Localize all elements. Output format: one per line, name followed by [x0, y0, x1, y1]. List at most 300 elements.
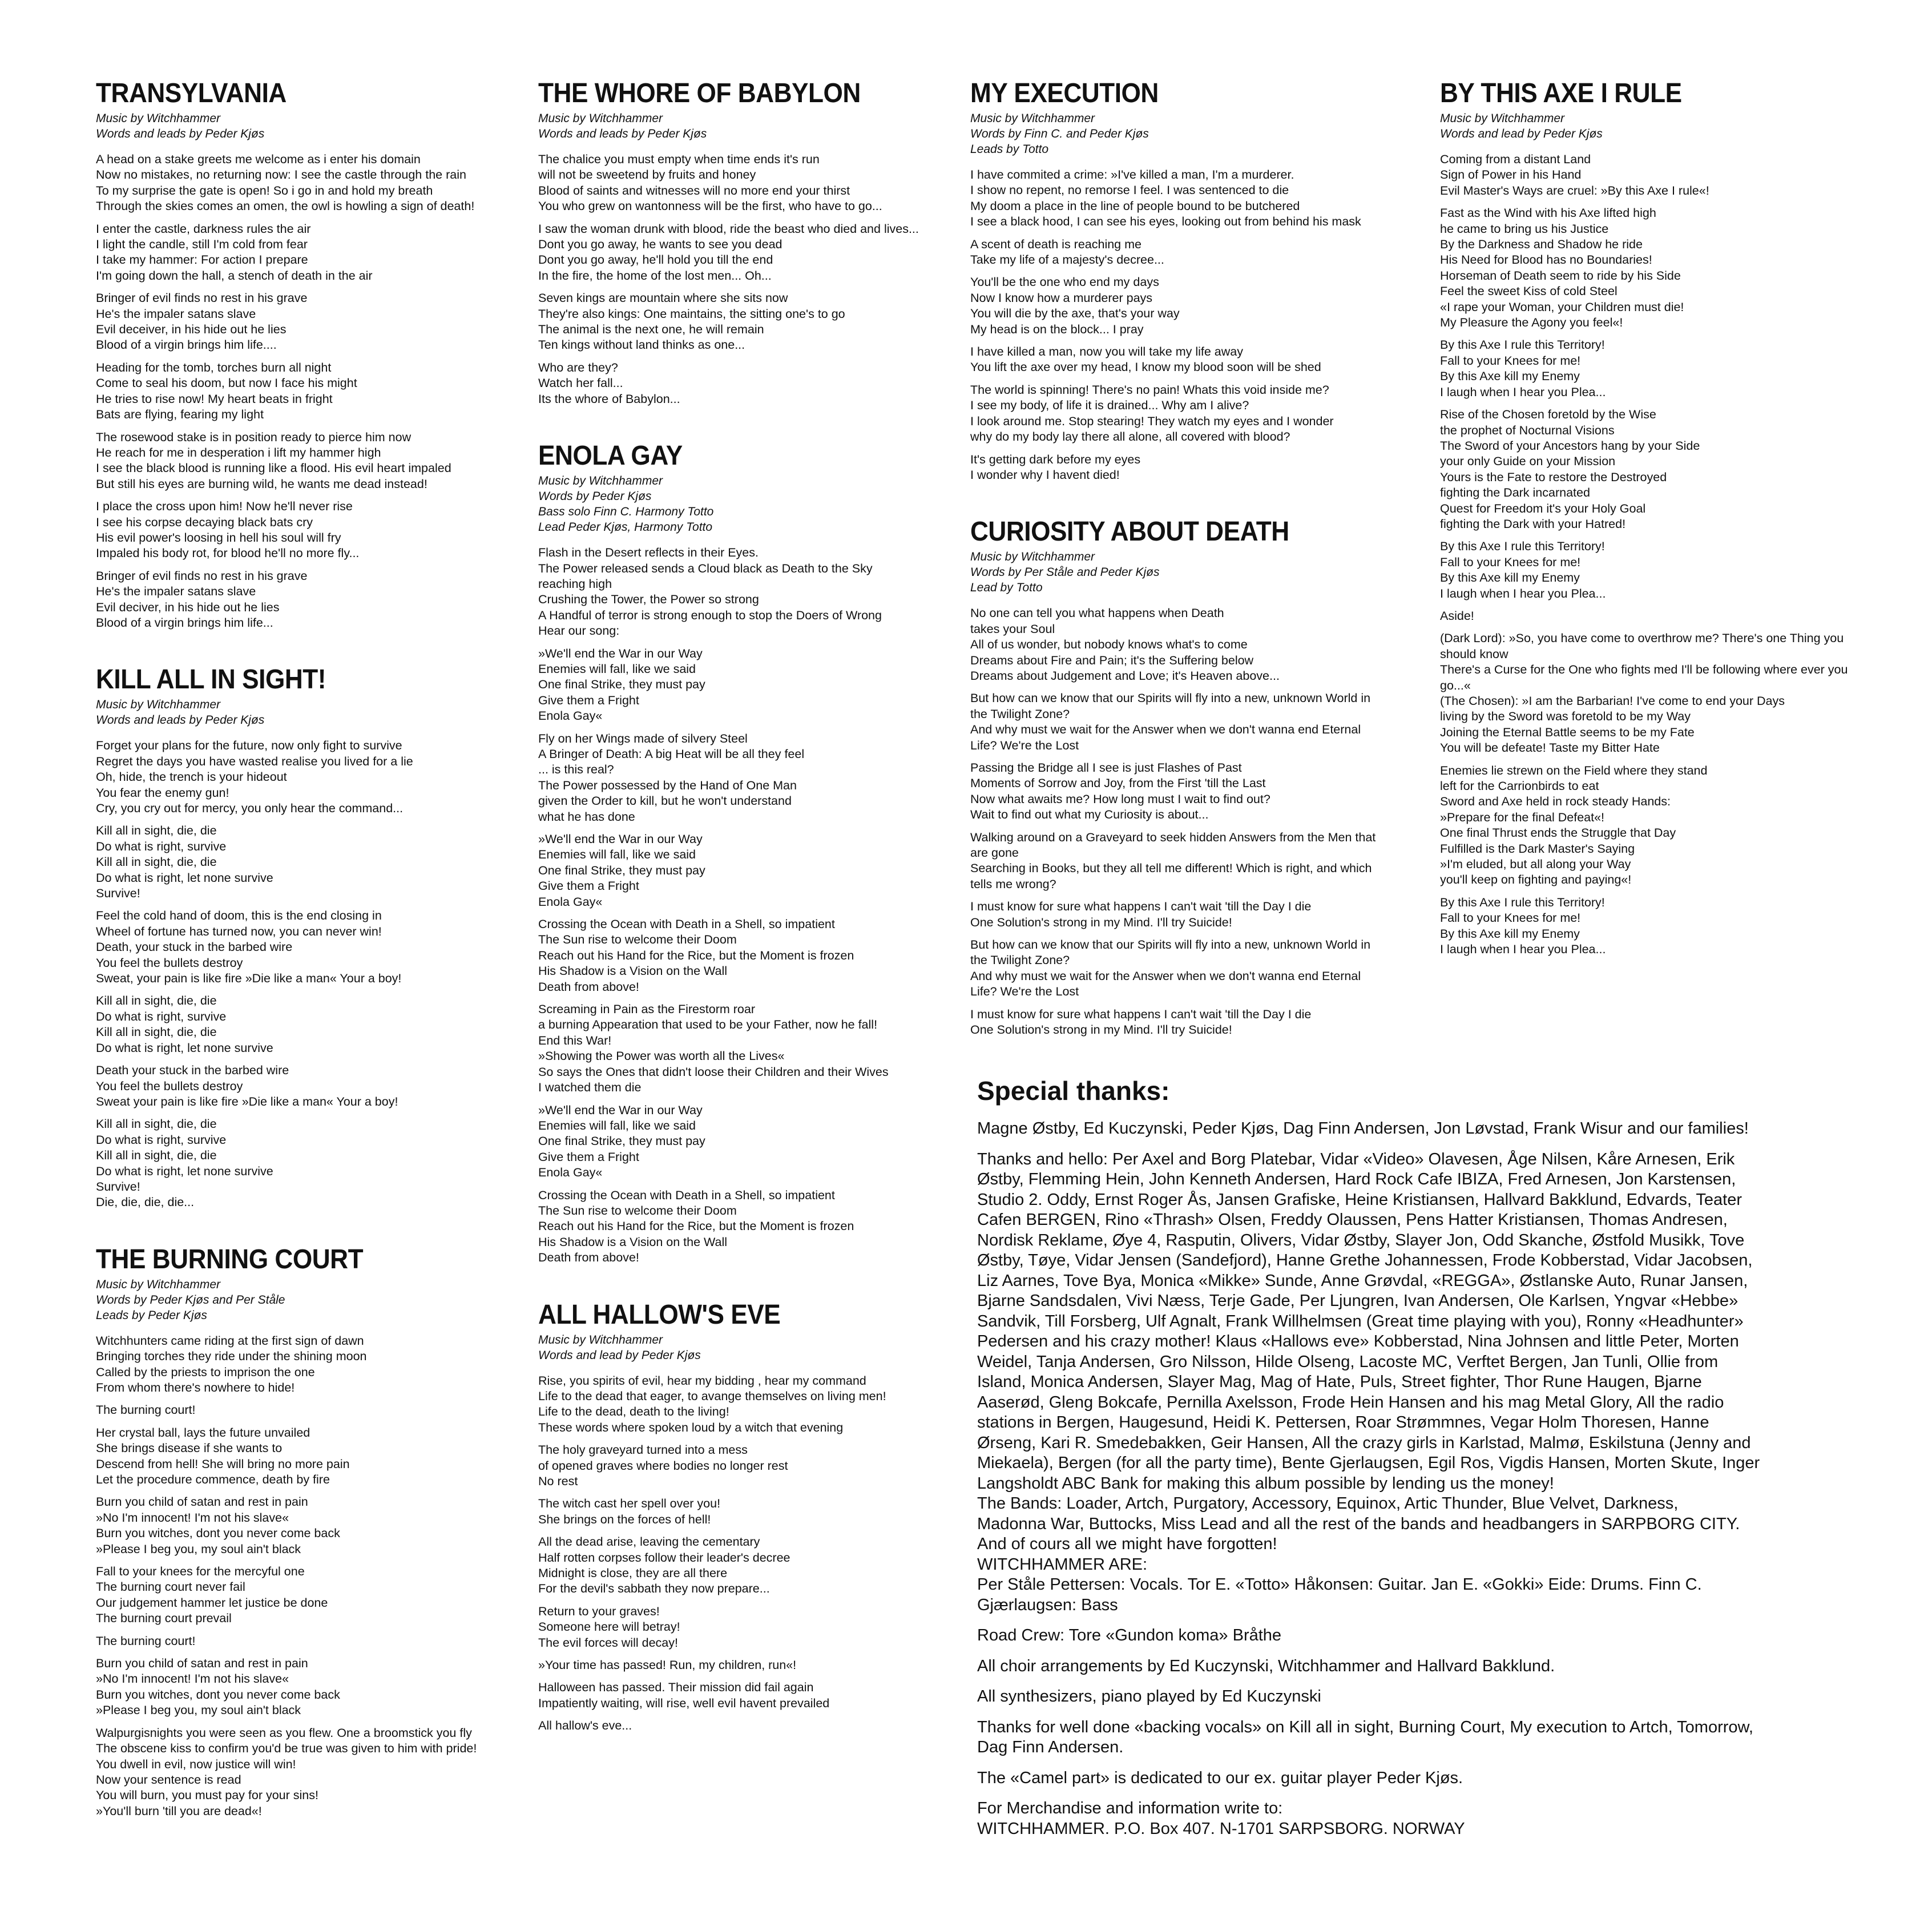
lyric-stanza: [96, 360, 518, 423]
lyric-line: Death from above!: [538, 1251, 639, 1265]
lyric-stanza: [96, 430, 518, 493]
lyric-stanza: [96, 499, 518, 562]
lyric-stanza: [96, 1656, 518, 1719]
lyric-line: Halloween has passed. Their mission did fail again: [538, 1680, 814, 1695]
lyric-line: Through the skies comes an omen, the owl is howling a sign of death!: [96, 199, 475, 213]
lyric-line: Screaming in Pain as the Firestorm roar: [538, 1002, 755, 1017]
lyric-line: Reach out his Hand for the Rice, but the Moment is frozen: [538, 948, 854, 962]
lyrics-column-4: [1440, 80, 1874, 965]
lyric-line: the Twilight Zone?: [970, 707, 1070, 721]
lyric-line: I wonder why I havent died!: [970, 467, 1120, 482]
lyric-stanza: [538, 1534, 961, 1597]
lyric-stanza: [96, 291, 518, 353]
song-title: CURIOSITY ABOUT DEATH: [970, 517, 1289, 547]
song-credits: [538, 1332, 961, 1363]
lyric-line: Fly on her Wings made of silvery Steel: [538, 731, 748, 745]
lyrics-column-3: [970, 80, 1410, 1045]
lyric-stanza: [538, 1373, 961, 1436]
lyric-line: I have killed a man, now you will take my life away: [970, 345, 1243, 359]
lyric-stanza: [970, 691, 1410, 753]
lyric-stanza: [96, 1494, 518, 1557]
lyric-line: Crossing the Ocean with Death in a Shell, so impatient: [538, 917, 835, 932]
lyric-line: Horseman of Death seem to ride by his Side: [1440, 268, 1681, 283]
lyric-line: Blood of a virgin brings him life...: [96, 615, 273, 630]
lyric-line: Die, die, die, die...: [96, 1195, 195, 1210]
lyric-line: One final Strike, they must pay: [538, 678, 705, 692]
lyric-line: I must know for sure what happens I can't wait 'till the Day I die: [970, 900, 1312, 914]
lyric-line: The rosewood stake is in position ready to pierce him now: [96, 430, 412, 444]
lyric-stanza: [970, 1007, 1410, 1038]
lyric-line: Life to the dead that eager, to avange themselves on living men!: [538, 1389, 886, 1403]
credit-line: Leads by Totto: [970, 143, 1048, 156]
lyric-stanza: [538, 1718, 961, 1734]
lyric-line: takes your Soul: [970, 622, 1055, 636]
thanks-paragraph: [977, 1150, 1868, 1616]
lyric-line: Do what is right, let none survive: [96, 1041, 273, 1055]
lyric-line: Crushing the Tower, the Power so strong: [538, 592, 759, 607]
lyric-line: »You'll burn 'till you are dead«!: [96, 1804, 262, 1818]
lyric-line: Death from above!: [538, 979, 639, 994]
lyric-line: Flash in the Desert reflects in their Eyes.: [538, 546, 759, 560]
song-credits: [538, 111, 961, 142]
credit-line: Words by Per Ståle and Peder Kjøs: [970, 566, 1160, 579]
lyric-line: Enemies will fall, like we said: [538, 848, 696, 862]
thanks-line: Langsholdt ABC Bank for making this album possible by lending us the money!: [977, 1474, 1554, 1493]
song-title: KILL ALL IN SIGHT!: [96, 664, 326, 695]
song-credits: [538, 473, 961, 535]
lyric-stanza: [538, 1002, 961, 1095]
lyric-line: Enemies will fall, like we said: [538, 662, 696, 676]
lyric-line: Cry, you cry out for mercy, you only hear the command...: [96, 801, 404, 815]
lyric-line: You feel the bullets destroy: [96, 956, 243, 970]
lyric-line: Death, your stuck in the barbed wire: [96, 940, 293, 954]
thanks-line: Ørseng, Kari R. Smedebakken, Geir Hansen, All the crazy girls in Karlstad, Malmø, Eskilstuna (Jenny and: [977, 1433, 1751, 1452]
thanks-line: Miekaela), Bergen (for all the party time), Bente Gjerlaugsen, Egil Ros, Vigdis Hansen, Morten Skute, Inger: [977, 1454, 1760, 1472]
special-thanks-title: Special thanks:: [977, 1076, 1170, 1106]
thanks-line: Pedersen and his crazy mother! Klaus «Hallows eve» Kobberstad, Nina Johnsen and little Peter, Morten: [977, 1332, 1739, 1350]
lyric-line: Dreams about Fire and Pain; it's the Suffering below: [970, 653, 1254, 667]
lyric-line: Enemies lie strewn on the Field where they stand: [1440, 763, 1708, 777]
thanks-line: Sandvik, Till Forsberg, Ulf Agnalt, Frank Willhelmsen (Great time playing with you), Ronny «Headhunter»: [977, 1312, 1744, 1331]
lyric-line: One Solution's strong in my Mind. I'll try Suicide!: [970, 1023, 1232, 1037]
lyric-line: No one can tell you what happens when Death: [970, 606, 1224, 620]
song-my-execution: [970, 80, 1410, 483]
thanks-paragraph: [977, 1626, 1868, 1646]
lyric-line: A Handful of terror is strong enough to stop the Doers of Wrong: [538, 608, 882, 622]
lyric-line: The Sun rise to welcome their Doom: [538, 1203, 737, 1218]
lyric-line: To my surprise the gate is open! So i go in and hold my breath: [96, 183, 433, 197]
lyric-line: You will be defeate! Taste my Bitter Hate: [1440, 741, 1660, 755]
lyric-line: By this Axe kill my Enemy: [1440, 571, 1580, 585]
lyric-stanza: [538, 731, 961, 825]
lyric-line: Survive!: [96, 886, 140, 901]
lyric-stanza: [1440, 895, 1874, 958]
lyric-line: Burn you child of satan and rest in pain: [96, 1656, 308, 1671]
thanks-paragraph: [977, 1687, 1868, 1707]
lyric-line: Called by the priests to imprison the one: [96, 1365, 315, 1379]
special-thanks-body: [977, 1119, 1868, 1839]
lyric-line: The burning court never fail: [96, 1580, 245, 1594]
lyric-line: Who are they?: [538, 360, 618, 374]
lyric-line: Hear our song:: [538, 624, 620, 638]
lyric-line: «I rape your Woman, your Children must die!: [1440, 300, 1684, 314]
thanks-line: The Bands: Loader, Artch, Purgatory, Accessory, Equinox, Artic Thunder, Blue Velvet, Darkness,: [977, 1494, 1679, 1513]
thanks-line: Studio 2. Oddy, Ernst Roger Ås, Jansen Grafiske, Heine Kristiansen, Hallvard Bakklund, Edvards, Teater: [977, 1190, 1743, 1209]
lyric-line: My head is on the block... I pray: [970, 322, 1144, 336]
lyric-line: Ten kings without land thinks as one...: [538, 338, 745, 352]
lyric-line: Now I know how a murderer pays: [970, 291, 1153, 305]
lyric-line: Give them a Fright: [538, 879, 639, 893]
lyric-line: I saw the woman drunk with blood, ride the beast who died and lives...: [538, 221, 919, 236]
lyric-line: Reach out his Hand for the Rice, but the Moment is frozen: [538, 1219, 854, 1233]
lyric-line: I see the black blood is running like a flood. His evil heart impaled: [96, 461, 451, 475]
lyric-line: Bats are flying, fearing my light: [96, 408, 264, 422]
lyric-line: They're also kings: One maintains, the sitting one's to go: [538, 307, 845, 321]
lyric-line: Aside!: [1440, 608, 1474, 623]
credit-line: Music by Witchhammer: [96, 1277, 221, 1291]
song-credits: [96, 697, 518, 728]
lyric-line: Blood of saints and witnesses will no more end your thirst: [538, 183, 850, 197]
credit-line: Words and leads by Peder Kjøs: [96, 713, 265, 727]
song-title: THE WHORE OF BABYLON: [538, 78, 861, 108]
lyric-line: I watched them die: [538, 1081, 642, 1095]
song-title: THE BURNING COURT: [96, 1244, 364, 1275]
lyric-line: By this Axe I rule this Territory!: [1440, 895, 1605, 909]
lyric-stanza: [970, 606, 1410, 684]
thanks-line: Cafen BERGEN, Rino «Thrash» Olsen, Freddy Olaussen, Pens Hatter Kristiansen, Thomas Andresen,: [977, 1211, 1728, 1229]
lyric-line: His Shadow is a Vision on the Wall: [538, 964, 728, 978]
song-title: BY THIS AXE I RULE: [1440, 78, 1682, 108]
lyric-line: The Power released sends a Cloud black as Death to the Sky: [538, 561, 873, 575]
lyric-line: fighting the Dark incarnated: [1440, 486, 1590, 500]
thanks-line: Gjærlaugsen: Bass: [977, 1595, 1118, 1614]
lyric-line: The witch cast her spell over you!: [538, 1497, 721, 1511]
lyric-line: The Power possessed by the Hand of One Man: [538, 778, 797, 792]
song-transylvania: [96, 80, 518, 631]
lyric-line: Forget your plans for the future, now only fight to survive: [96, 739, 402, 753]
song-credits: [970, 549, 1410, 595]
lyric-line: By this Axe I rule this Territory!: [1440, 338, 1605, 352]
lyric-line: Impatiently waiting, will rise, well evil havent prevailed: [538, 1696, 830, 1710]
lyric-line: Joining the Eternal Battle seems to be my Fate: [1440, 725, 1695, 739]
lyric-line: You feel the bullets destroy: [96, 1079, 243, 1093]
lyric-line: Walpurgisnights you were seen as you flew. One a broomstick you fly: [96, 1726, 472, 1740]
lyric-stanza: [1440, 763, 1874, 888]
lyric-line: There's a Curse for the One who fights med I'll be following where ever you: [1440, 663, 1848, 677]
lyric-line: tells me wrong?: [970, 877, 1056, 891]
lyric-line: You will burn, you must pay for your sins!: [96, 1788, 318, 1803]
credit-line: Music by Witchhammer: [970, 112, 1095, 125]
thanks-line: The «Camel part» is dedicated to our ex. guitar player Peder Kjøs.: [977, 1768, 1463, 1787]
credit-line: Music by Witchhammer: [538, 112, 663, 125]
lyric-stanza: [1440, 631, 1874, 756]
lyric-line: All of us wonder, but nobody knows what's to come: [970, 638, 1248, 652]
lyric-line: Do what is right, let none survive: [96, 1164, 273, 1178]
lyric-line: He's the impaler satans slave: [96, 584, 256, 599]
lyric-line: Come to seal his doom, but now I face his might: [96, 376, 357, 390]
lyric-line: »Prepare for the final Defeat«!: [1440, 810, 1605, 824]
lyric-line: I laugh when I hear you Plea...: [1440, 586, 1606, 600]
thanks-line: Liz Aarnes, Tove Bya, Monica «Mikke» Sunde, Anne Grøvdal, «REGGA», Østlanske Auto, Runar Jansen,: [977, 1271, 1748, 1290]
song-kill-all-in-sight: [96, 666, 518, 1210]
thanks-line: Nordisk Reklame, Øye 4, Rasputin, Olivers, Vidar Østby, Slayer Jon, Odd Skanche, Østfold Musikk, Tove: [977, 1231, 1745, 1249]
song-title: MY EXECUTION: [970, 78, 1159, 108]
lyric-line: I show no repent, no remorse I feel. I was sentenced to die: [970, 183, 1289, 197]
lyric-stanza: [970, 830, 1410, 893]
credit-line: Music by Witchhammer: [538, 474, 663, 488]
lyric-line: A Bringer of Death: A big Heat will be all they feel: [538, 747, 805, 761]
lyric-line: By this Axe kill my Enemy: [1440, 369, 1580, 384]
lyric-stanza: [538, 917, 961, 995]
song-credits: [970, 111, 1410, 157]
lyric-line: Bringer of evil finds no rest in his grave: [96, 291, 308, 305]
lyric-line: Evil Master's Ways are cruel: »By this Axe I rule«!: [1440, 183, 1709, 197]
lyric-stanza: [1440, 407, 1874, 532]
song-curiosity-about-death: [970, 518, 1410, 1038]
lyric-stanza: [538, 646, 961, 724]
lyric-line: Oh, hide, the trench is your hideout: [96, 770, 287, 784]
lyric-stanza: [970, 899, 1410, 930]
thanks-paragraph: [977, 1799, 1868, 1839]
lyric-line: I take my hammer: For action I prepare: [96, 253, 308, 267]
lyric-line: go...«: [1440, 678, 1471, 692]
thanks-line: WITCHHAMMER. P.O. Box 407. N-1701 SARPSBORG. NORWAY: [977, 1819, 1465, 1838]
lyric-line: One final Strike, they must pay: [538, 863, 705, 877]
lyric-line: the Twilight Zone?: [970, 953, 1070, 967]
lyric-line: Dreams about Judgement and Love; it's Heaven above...: [970, 668, 1280, 683]
lyric-line: Dont you go away, he wants to see you dead: [538, 237, 783, 252]
credit-line: Lead by Totto: [970, 581, 1043, 595]
thanks-line: Weidel, Tanja Andersen, Gro Nilsson, Hilde Olseng, Lacoste MC, Verftet Bergen, Jan Tunli, Ollie from: [977, 1352, 1719, 1371]
lyric-line: Life to the dead, death to the living!: [538, 1405, 729, 1419]
lyric-line: So says the Ones that didn't loose their Children and their Wives: [538, 1065, 889, 1079]
lyric-line: Yours is the Fate to restore the Destroyed: [1440, 470, 1667, 484]
lyric-line: But still his eyes are burning wild, he wants me dead instead!: [96, 477, 427, 491]
lyric-stanza: [538, 1496, 961, 1527]
credit-line: Words by Peder Kjøs: [538, 490, 652, 503]
lyric-stanza: [96, 908, 518, 986]
lyric-line: It's getting dark before my eyes: [970, 452, 1141, 466]
thanks-line: Østby, Flemming Hein, John Kenneth Andersen, Hard Rock Cafe IBIZA, Fred Arnesen, Jon Karstensen,: [977, 1170, 1736, 1188]
lyric-line: You will die by the axe, that's your way: [970, 307, 1180, 321]
lyric-line: »No I'm innocent! I'm not his slave«: [96, 1672, 289, 1686]
lyric-stanza: [970, 167, 1410, 230]
song-title: TRANSYLVANIA: [96, 78, 287, 108]
lyric-stanza: [970, 452, 1410, 483]
lyric-line: Give them a Fright: [538, 693, 639, 707]
lyric-line: what he has done: [538, 809, 635, 824]
lyric-line: Now what awaits me? How long must I wait to find out?: [970, 792, 1270, 806]
lyric-line: Fall to your Knees for me!: [1440, 555, 1581, 569]
lyric-line: reaching high: [538, 577, 612, 591]
lyric-line: Do what is right, survive: [96, 839, 227, 853]
lyric-line: Half rotten corpses follow their leader's decree: [538, 1550, 790, 1565]
lyric-line: you'll keep on fighting and paying«!: [1440, 873, 1632, 887]
lyric-line: Her crystal ball, lays the future unvailed: [96, 1425, 310, 1440]
lyric-stanza: [96, 1634, 518, 1649]
lyric-line: My doom a place in the line of people bound to be butchered: [970, 199, 1300, 213]
lyric-line: Give them a Fright: [538, 1150, 639, 1164]
lyric-line: Feel the sweet Kiss of cold Steel: [1440, 284, 1618, 299]
lyric-line: Kill all in sight, die, die: [96, 824, 217, 838]
lyric-line: Kill all in sight, die, die: [96, 1025, 217, 1039]
lyric-line: Now no mistakes, no returning now: I see the castle through the rain: [96, 168, 466, 182]
lyric-line: Rise of the Chosen foretold by the Wise: [1440, 408, 1656, 422]
lyric-line: why do my body lay there all alone, all covered with blood?: [970, 430, 1290, 444]
lyric-line: Bringer of evil finds no rest in his grave: [96, 569, 308, 583]
credit-line: Lead Peder Kjøs, Harmony Totto: [538, 521, 713, 534]
lyric-line: he came to bring us his Justice: [1440, 221, 1609, 236]
lyric-line: A head on a stake greets me welcome as i enter his domain: [96, 152, 421, 166]
lyric-line: He's the impaler satans slave: [96, 307, 256, 321]
lyric-line: These words where spoken loud by a witch that evening: [538, 1420, 844, 1434]
thanks-line: Per Ståle Pettersen: Vocals. Tor E. «Totto» Håkonsen: Guitar. Jan E. «Gokki» Eide: Drums. Finn C.: [977, 1575, 1702, 1594]
lyric-line: (Dark Lord): »So, you have come to overthrow me? There's one Thing you: [1440, 631, 1844, 646]
lyric-line: The chalice you must empty when time ends it's run: [538, 152, 820, 166]
song-the-burning-court: [96, 1246, 518, 1819]
lyric-line: Searching in Books, but they all tell me different! Which is right, and which: [970, 861, 1372, 876]
lyric-line: His Shadow is a Vision on the Wall: [538, 1235, 728, 1249]
thanks-line: Island, Monica Andersen, Slayer Mag, Mag of Hate, Puls, Street fighter, Thor Rune Haugen, Bjarne: [977, 1373, 1702, 1391]
lyric-line: living by the Sword was foretold to be my Way: [1440, 709, 1691, 724]
lyric-line: of opened graves where bodies no longer rest: [538, 1458, 788, 1473]
lyric-line: »We'll end the War in our Way: [538, 646, 703, 660]
lyric-line: The obscene kiss to confirm you'd be true was given to him with pride!: [96, 1741, 477, 1756]
thanks-line: For Merchandise and information write to:: [977, 1799, 1283, 1817]
lyric-line: Moments of Sorrow and Joy, from the First 'till the Last: [970, 776, 1266, 791]
lyric-line: Fall to your Knees for me!: [1440, 353, 1581, 368]
lyric-line: Fall to your Knees for me!: [1440, 911, 1581, 925]
lyric-line: One final Strike, they must pay: [538, 1134, 705, 1148]
lyric-line: I see a black hood, I can see his eyes, looking out from behind his mask: [970, 215, 1361, 229]
lyric-line: One final Thrust ends the Struggle that Day: [1440, 826, 1676, 840]
lyric-line: Survive!: [96, 1179, 140, 1194]
lyric-stanza: [96, 221, 518, 284]
lyric-line: Sweat your pain is like fire »Die like a man« Your a boy!: [96, 1094, 398, 1108]
lyric-line: The burning court!: [96, 1634, 196, 1648]
lyric-line: You lift the axe over my head, I know my blood soon will be shed: [970, 360, 1321, 374]
lyric-stanza: [538, 1680, 961, 1711]
lyric-line: The holy graveyard turned into a mess: [538, 1443, 748, 1457]
lyric-line: the prophet of Nocturnal Visions: [1440, 423, 1615, 437]
lyric-stanza: [96, 1564, 518, 1627]
lyric-stanza: [538, 1103, 961, 1181]
lyric-line: But how can we know that our Spirits will fly into a new, unknown World in: [970, 691, 1371, 706]
lyric-line: Let the procedure commence, death by fire: [96, 1473, 330, 1486]
lyric-line: All the dead arise, leaving the cementary: [538, 1535, 760, 1549]
lyric-line: Fall to your knees for the mercyful one: [96, 1565, 305, 1579]
thanks-paragraph: [977, 1768, 1868, 1789]
lyric-line: Evil deciver, in his hide out he lies: [96, 600, 280, 614]
lyric-line: The burning court prevail: [96, 1611, 232, 1626]
lyric-stanza: [970, 382, 1410, 445]
lyric-line: Seven kings are mountain where she sits now: [538, 291, 788, 305]
lyric-line: »Your time has passed! Run, my children, run«!: [538, 1658, 797, 1672]
credit-line: Words by Peder Kjøs and Per Ståle: [96, 1293, 285, 1307]
lyric-line: Coming from a distant Land: [1440, 152, 1591, 166]
lyric-stanza: [538, 291, 961, 353]
lyric-stanza: [538, 1188, 961, 1266]
song-all-hallows-eve: [538, 1301, 961, 1734]
lyric-line: My Pleasure the Agony you feel«!: [1440, 316, 1623, 330]
lyric-line: Watch her fall...: [538, 376, 623, 390]
thanks-line: All choir arrangements by Ed Kuczynski, Witchhammer and Hallvard Bakklund.: [977, 1656, 1555, 1675]
credit-line: Music by Witchhammer: [96, 698, 221, 712]
lyric-line: Kill all in sight, die, die: [96, 1148, 217, 1163]
credit-line: Words and lead by Peder Kjøs: [538, 1348, 701, 1362]
lyric-line: Sword and Axe held in rock steady Hands:: [1440, 795, 1671, 809]
lyric-line: »We'll end the War in our Way: [538, 1103, 703, 1117]
special-thanks-section: [977, 1078, 1868, 1849]
song-credits: [1440, 111, 1874, 142]
lyric-line: Death your stuck in the barbed wire: [96, 1063, 289, 1078]
lyric-line: Return to your graves!: [538, 1604, 660, 1618]
lyric-stanza: [1440, 205, 1874, 330]
lyric-stanza: [1440, 152, 1874, 199]
thanks-paragraph: [977, 1119, 1868, 1139]
credit-line: Music by Witchhammer: [538, 1333, 663, 1347]
lyric-line: »Showing the Power was worth all the Lives«: [538, 1049, 785, 1063]
lyric-stanza: [96, 152, 518, 215]
lyric-stanza: [96, 1425, 518, 1488]
lyric-line: The burning court!: [96, 1403, 196, 1417]
lyric-line: I see my body, of life it is drained... Why am I alive?: [970, 398, 1249, 413]
lyric-line: He tries to rise now! My heart beats in fright: [96, 392, 333, 406]
credit-line: Music by Witchhammer: [96, 112, 221, 125]
lyric-stanza: [1440, 608, 1874, 624]
song-the-whore-of-babylon: [538, 80, 961, 407]
lyric-line: By this Axe kill my Enemy: [1440, 926, 1580, 941]
credit-line: Bass solo Finn C. Harmony Totto: [538, 505, 714, 519]
lyric-line: And why must we wait for the Answer when we don't wanna end Eternal: [970, 723, 1361, 737]
lyric-line: Life? We're the Lost: [970, 985, 1079, 999]
lyric-line: End this War!: [538, 1033, 612, 1047]
lyric-line: Blood of a virgin brings him life....: [96, 338, 277, 352]
lyric-line: (The Chosen): »I am the Barbarian! I've come to end your Days: [1440, 694, 1785, 708]
lyrics-column-1: [96, 80, 518, 1826]
lyric-line: Do what is right, let none survive: [96, 870, 273, 885]
lyric-line: Rise, you spirits of evil, hear my bidding , hear my command: [538, 1373, 866, 1388]
song-title: ALL HALLOW'S EVE: [538, 1299, 781, 1330]
lyric-line: Life? We're the Lost: [970, 738, 1079, 752]
lyric-stanza: [538, 545, 961, 639]
lyric-stanza: [96, 823, 518, 901]
lyric-stanza: [970, 275, 1410, 337]
lyric-line: »We'll end the War in our Way: [538, 832, 703, 846]
lyric-line: Now your sentence is read: [96, 1772, 241, 1787]
lyric-line: Sign of Power in his Hand: [1440, 168, 1582, 182]
thanks-line: Thanks for well done «backing vocals» on Kill all in sight, Burning Court, My execution to Artch, Tomorrow,: [977, 1718, 1753, 1736]
lyric-line: I look around me. Stop stearing! They watch my eyes and I wonder: [970, 414, 1334, 428]
thanks-line: stations in Bergen, Haugesund, Heidi K. Pettersen, Roar Strømmnes, Vegar Holm Thoresen, Hanne: [977, 1413, 1709, 1432]
lyric-line: She brings on the forces of hell!: [538, 1512, 711, 1526]
lyric-line: You'll be the one who end my days: [970, 275, 1159, 289]
thanks-line: WITCHHAMMER ARE:: [977, 1555, 1148, 1574]
lyric-line: Dont you go away, he'll hold you till the end: [538, 253, 773, 267]
lyric-line: You fear the enemy gun!: [96, 785, 229, 800]
song-by-this-axe-i-rule: [1440, 80, 1874, 958]
lyric-line: By this Axe I rule this Territory!: [1440, 539, 1605, 554]
lyric-line: Evil deceiver, in his hide out he lies: [96, 322, 287, 337]
lyric-line: Burn you witches, dont you never come back: [96, 1687, 340, 1702]
credit-line: Words and lead by Peder Kjøs: [1440, 127, 1603, 140]
lyric-line: Burn you witches, dont you never come back: [96, 1526, 340, 1541]
thanks-paragraph: [977, 1656, 1868, 1677]
lyric-line: Impaled his body rot, for blood he'll no more fly...: [96, 546, 360, 561]
lyric-stanza: [96, 1333, 518, 1396]
lyric-line: You dwell in evil, now justice will win!: [96, 1757, 296, 1771]
lyric-line: Crossing the Ocean with Death in a Shell, so impatient: [538, 1188, 835, 1202]
